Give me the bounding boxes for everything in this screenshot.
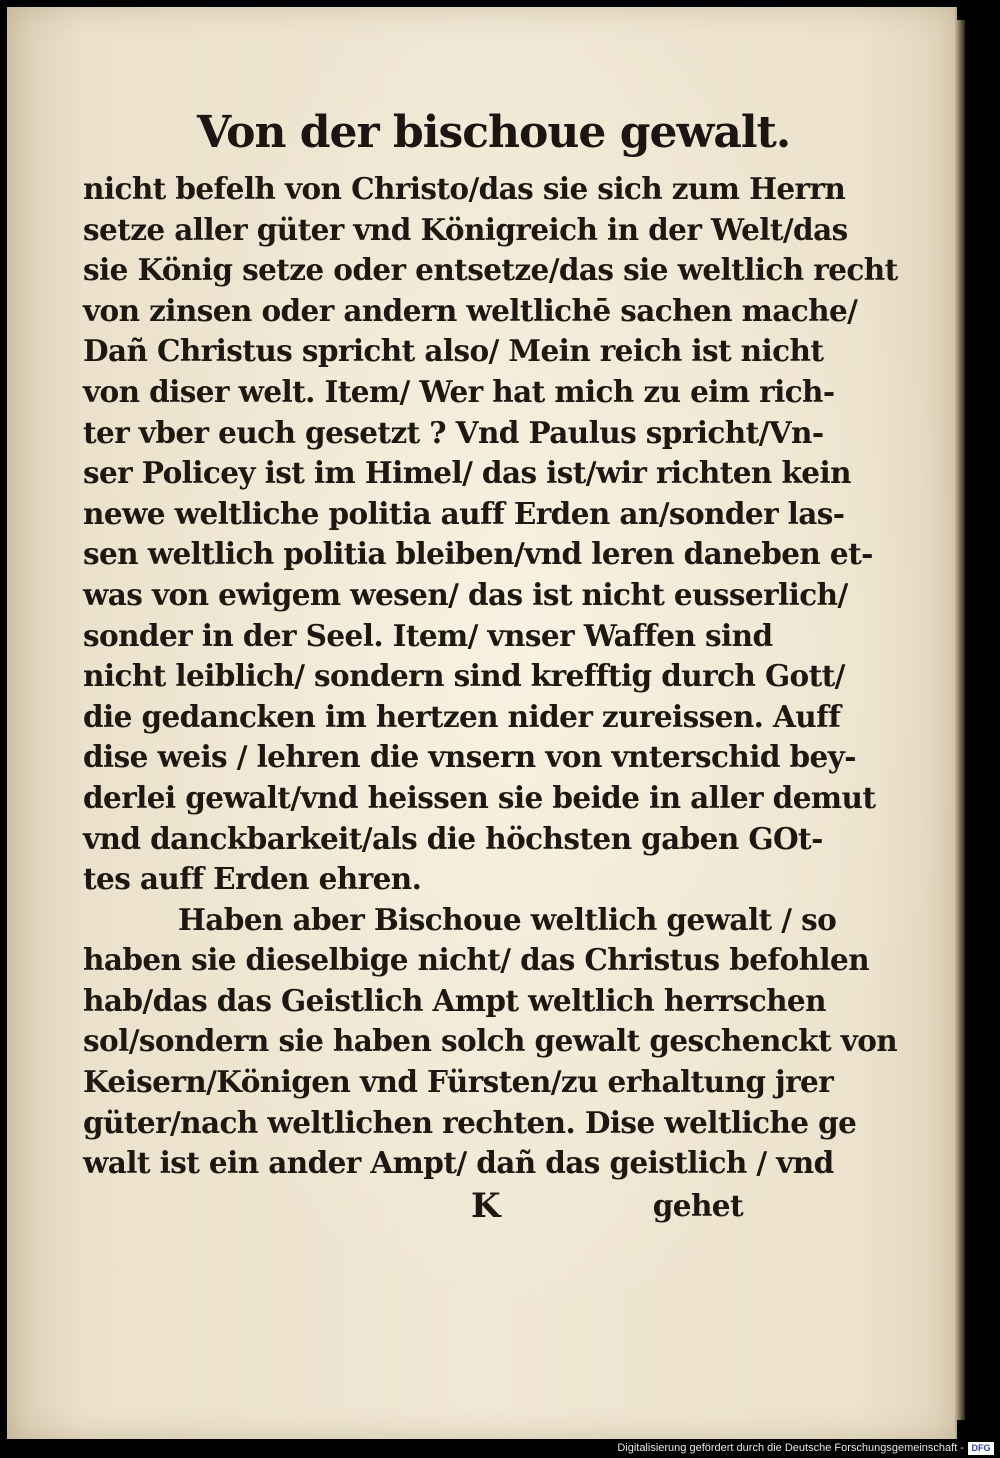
text-line: derlei gewalt/vnd heissen sie beide in aller demut — [83, 779, 876, 815]
text-line: güter/nach weltlichen rechten. Dise weltliche ge — [83, 1104, 857, 1140]
text-line: newe weltliche politia auff Erden an/sonder las- — [83, 495, 845, 531]
page-footer — [83, 1184, 743, 1228]
text-line: was von ewigem wesen/ das ist nicht eusserlich/ — [83, 576, 848, 612]
text-line: die gedancken im hertzen nider zureissen. Auff — [83, 698, 841, 734]
book-page — [7, 7, 957, 1439]
page-edge-shadow — [955, 20, 965, 1420]
catchword: gehet — [652, 1187, 743, 1223]
text-line: hab/das das Geistlich Ampt weltlich herrschen — [83, 982, 826, 1018]
text-line: Dañ Christus spricht also/ Mein reich ist nicht — [83, 333, 824, 369]
text-line: sen weltlich politia bleiben/vnd leren daneben et- — [83, 536, 873, 572]
signature-mark: K — [471, 1185, 500, 1226]
text-line: setze aller güter vnd Königreich in der Welt/das — [83, 211, 848, 247]
text-line: nicht befelh von Christo/das sie sich zum Herrn — [83, 171, 846, 206]
text-line: sonder in der Seel. Item/ vnser Waffen sind — [83, 617, 773, 653]
text-line: dise weis / lehren die vnsern von vnterschid bey- — [83, 739, 856, 775]
text-line: sol/sondern sie haben solch gewalt geschenckt von — [83, 1023, 898, 1059]
dfg-logo-icon: DFG — [968, 1442, 994, 1455]
paragraph-first-line: Haben aber Bischoue weltlich gewalt / so — [178, 901, 837, 937]
digitization-credit: Digitalisierung gefördert durch die Deutsche Forschungsgemeinschaft - — [617, 1442, 964, 1454]
text-line: nicht leiblich/ sondern sind krefftig durch Gott/ — [83, 658, 845, 694]
text-line: ter vber euch gesetzt ? Vnd Paulus spricht/Vn- — [83, 414, 824, 450]
text-line: walt ist ein ander Ampt/ dañ das geistlich / vnd — [83, 1145, 834, 1181]
page-text-block — [83, 169, 898, 1228]
text-line: ser Policey ist im Himel/ das ist/wir richten kein — [83, 455, 851, 491]
running-head: Von der bischoue gewalt. — [197, 107, 791, 158]
text-line: von diser welt. Item/ Wer hat mich zu eim rich- — [83, 373, 835, 409]
text-line: sie König setze oder entsetze/das sie weltlich recht — [83, 252, 898, 288]
text-line: von zinsen oder andern weltlichē sachen mache/ — [83, 292, 858, 328]
text-line: Keisern/Königen vnd Fürsten/zu erhaltung jrer — [83, 1064, 834, 1100]
text-line: tes auff Erden ehren. — [83, 861, 422, 897]
text-line: vnd danckbarkeit/als die höchsten gaben GOt- — [83, 820, 823, 856]
text-line: haben sie dieselbige nicht/ das Christus befohlen — [83, 942, 870, 978]
